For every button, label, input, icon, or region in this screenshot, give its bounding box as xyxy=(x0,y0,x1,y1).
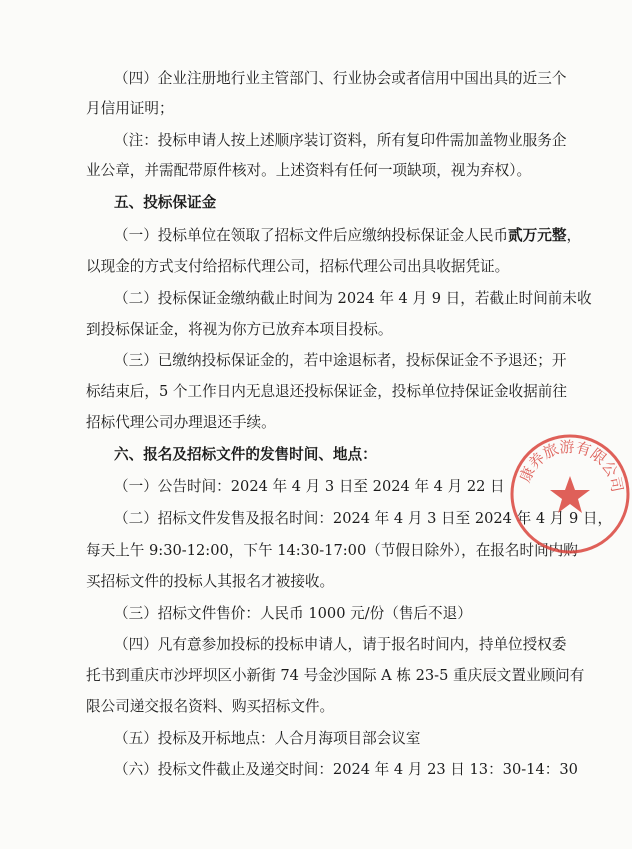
s5-item3-line1: （三）已缴纳投标保证金的，若中途退标者，投标保证金不予退还；开 xyxy=(114,352,567,369)
s5-item1-line1 xyxy=(114,226,582,246)
s6-item4-line3: 限公司递交报名资料、购买招标文件。 xyxy=(86,698,335,715)
s5-item3-line2: 标结束后，5 个工作日内无息退还投标保证金，投标单位持保证金收据前往 xyxy=(86,383,567,400)
s6-item2-line1: （二）招标文件发售及报名时间：2024 年 4 月 3 日至 2024 年 4 月 9 日， xyxy=(114,510,613,527)
s6-item2-line2: 每天上午 9:30-12:00，下午 14:30-17:00（节假日除外），在报名时间内购 xyxy=(86,542,578,559)
s4-note-line2: 业公章，并需配带原件核对。上述资料有任何一项缺项，视为弃权）。 xyxy=(86,162,532,179)
company-seal-stamp xyxy=(508,432,632,556)
s5-item1-line2: 以现金的方式支付给招标代理公司，招标代理公司出具收据凭证。 xyxy=(86,258,510,275)
s6-item1: （一）公告时间：2024 年 4 月 3 日至 2024 年 4 月 22 日 xyxy=(114,478,505,495)
s4-note-line1: （注：投标申请人按上述顺序装订资料，所有复印件需加盖物业服务企 xyxy=(114,132,567,149)
s5-item3-line3: 招标代理公司办理退还手续。 xyxy=(86,414,276,431)
s5-item1-punct: ， xyxy=(566,227,582,244)
s6-item4-line1: （四）凡有意参加投标的投标申请人，请于报名时间内，持单位授权委 xyxy=(114,636,567,653)
seal-star-icon xyxy=(550,476,590,513)
s6-item6: （六）投标文件截止及递交时间：2024 年 4 月 23 日 13：30-14：30 xyxy=(114,761,578,778)
s6-item2-line3: 买招标文件的投标人其报名才被接收。 xyxy=(86,573,335,590)
section-5-heading: 五、投标保证金 xyxy=(114,194,217,211)
section-6-heading: 六、报名及招标文件的发售时间、地点： xyxy=(114,446,377,463)
s6-item4-line2: 托书到重庆市沙坪坝区小新街 74 号金沙国际 A 栋 23-5 重庆辰文置业顾问有 xyxy=(86,667,585,684)
seal-text: 康养旅游有限公司 xyxy=(515,437,627,494)
s4-item4-line1: （四）企业注册地行业主管部门、行业协会或者信用中国出具的近三个 xyxy=(114,70,567,87)
s6-item5: （五）投标及开标地点：人合月海项目部会议室 xyxy=(114,730,421,747)
deposit-amount: 贰万元整 xyxy=(508,227,567,244)
s5-item1-text: （一）投标单位在领取了招标文件后应缴纳投标保证金人民币 xyxy=(114,227,509,244)
s6-item3: （三）招标文件售价：人民币 1000 元/份（售后不退） xyxy=(114,605,472,622)
s5-item2-line2: 到投标保证金，将视为你方已放弃本项目投标。 xyxy=(86,321,393,338)
s4-item4-line2: 月信用证明； xyxy=(86,100,174,117)
s5-item2-line1: （二）投标保证金缴纳截止时间为 2024 年 4 月 9 日，若截止时间前未收 xyxy=(114,290,592,307)
